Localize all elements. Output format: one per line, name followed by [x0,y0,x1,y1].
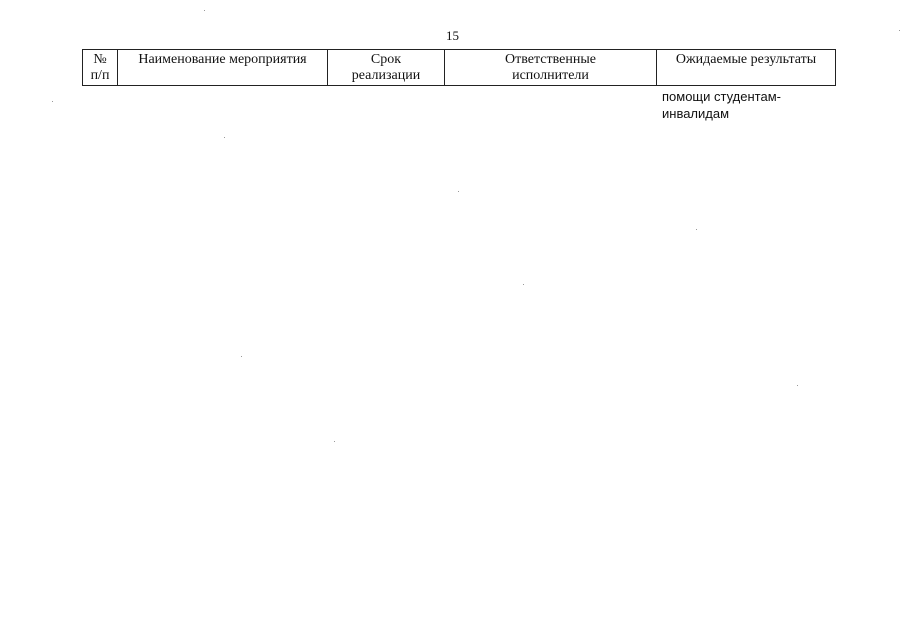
header-number-line2: п/п [90,68,110,83]
scan-speck [241,356,242,357]
header-expected-results [657,50,836,86]
header-responsible-line1: Ответственные [505,52,596,67]
results-continuation-line2: инвалидам [662,106,730,121]
header-expected-results-text: Ожидаемые результаты [675,52,817,67]
header-term-line2: реализации [351,68,421,83]
page-number: 15 [446,28,459,43]
header-term-line1: Срок [370,52,402,67]
header-term [328,50,445,86]
scan-speck [696,229,697,230]
header-number [83,50,118,86]
scan-speck [204,10,205,11]
scan-speck [523,284,524,285]
scan-speck [899,30,900,31]
header-responsible-line2: исполнители [512,68,589,83]
results-continuation-line1: помощи студентам- [662,89,781,104]
scan-speck [52,101,53,102]
header-number-line1: № [93,52,107,67]
table-header-row [83,50,836,86]
header-event-name-text: Наименование мероприятия [138,52,307,67]
plan-table [82,49,836,86]
scan-speck [797,385,798,386]
results-continuation-text [662,88,842,122]
header-responsible [445,50,657,86]
scan-speck [224,137,225,138]
scan-speck [458,191,459,192]
scan-speck [334,441,335,442]
header-event-name [118,50,328,86]
